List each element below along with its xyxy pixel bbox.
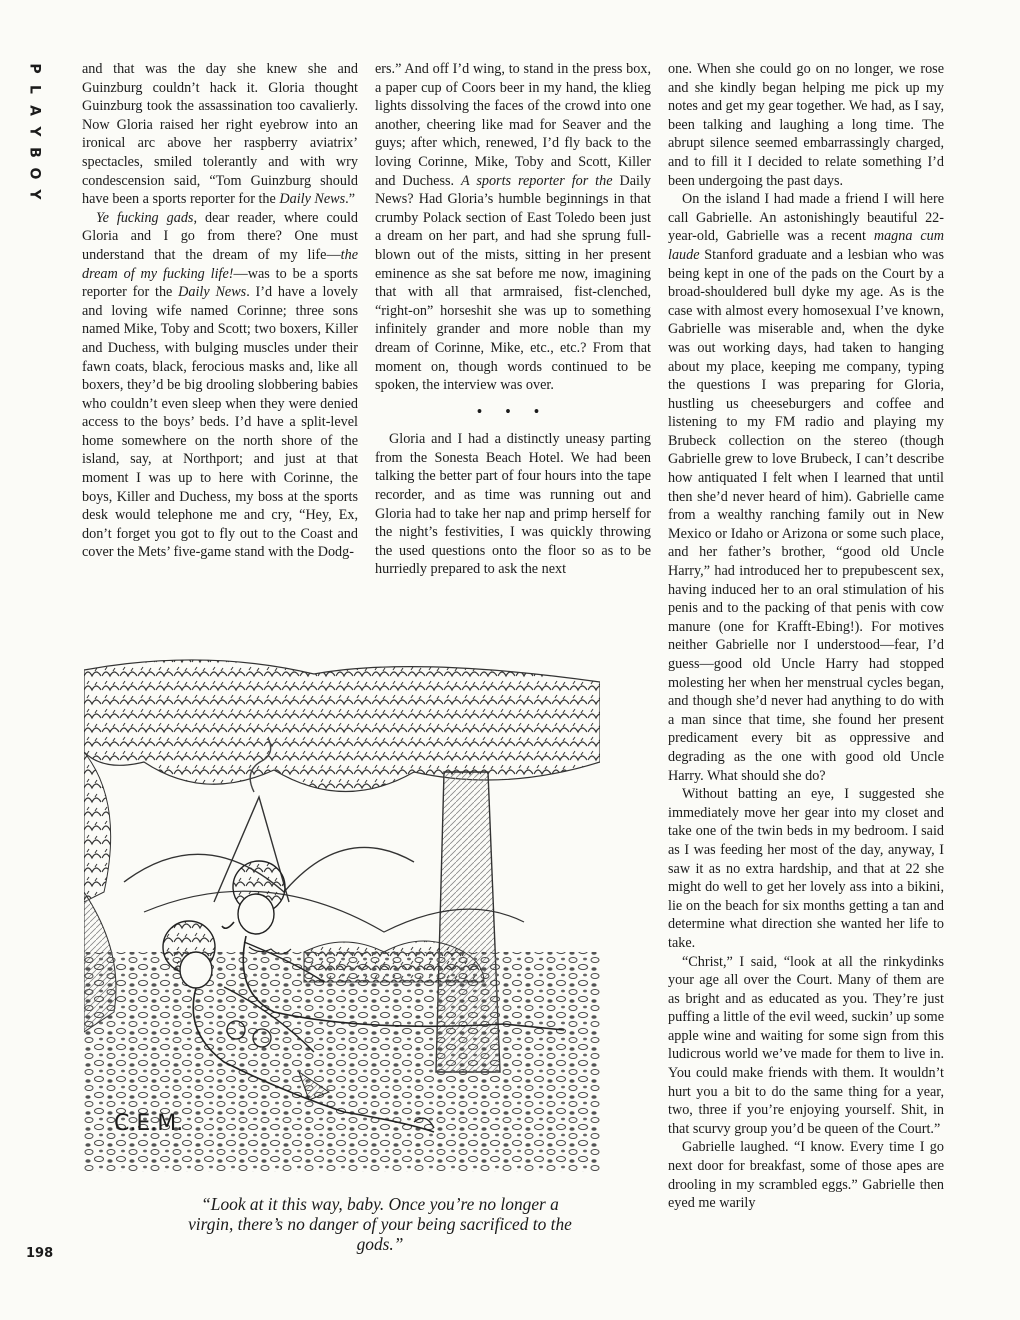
cartoon-illustration — [84, 652, 600, 1172]
page-number: 198 — [26, 1246, 54, 1261]
masthead-letter: Y — [26, 189, 43, 200]
cartoon-signature: C.E.M. — [114, 1111, 184, 1136]
magazine-masthead — [22, 58, 46, 205]
cartoon-caption: “Look at it this way, baby. Once you’re no longer a virgin, there’s no danger of your being sacrificed to the gods.” — [188, 1194, 572, 1254]
body-paragraph: Gloria and I had a distinctly uneasy parting from the Sonesta Beach Hotel. We had been talking the better part of four hours into the tape recorder, and as time was running out and Gloria had to take her nap and primp herself for the night’s festivities, I was quickly throwing the used questions onto the floor so as to be hurriedly prepared to ask the next — [375, 431, 651, 578]
text-column-2 — [375, 60, 651, 579]
text-column-3 — [668, 60, 944, 1213]
masthead-letter: Y — [26, 126, 43, 137]
masthead-letter: P — [26, 63, 43, 74]
body-paragraph: Gabrielle laughed. “I know. Every time I go next door for breakfast, some of those apes are drooling in my scrambled eggs.” Gabrielle then eyed me warily — [668, 1139, 944, 1212]
masthead-letter: B — [26, 147, 43, 158]
masthead-letter: A — [26, 105, 43, 116]
body-paragraph: one. When she could go on no longer, we rose and she kindly began helping me pick up my notes and get my gear together. We had, as I say, been talking and laughing a long time. The abrupt silence seemed embarrassingly charged, and to fill it I decided to relate something I’d been undergoing the past days. — [668, 61, 944, 189]
body-paragraph: “Christ,” I said, “look at all the rinkydinks your age all over the Court. Many of them are as bright and as educated as you. They’re just puffing a little of the evil weed, suckin’ up some apple wine and waiting for some sign from this ludicrous world we’ve made for them to live in. You could make friends with them. It wouldn’t hurt you a bit to do the same thing for a year, two, three if you’re enjoying yourself. Shit, in that scurvy group you’d be queen of the Court.” — [668, 953, 944, 1137]
body-paragraph: ers.” And off I’d wing, to stand in the press box, a paper cup of Coors beer in my hand, the klieg lights dissolving the faces of the crowd into one another, cheering like mad for Seaver and the guys; after which, renewed, I’d fly back to the loving Corinne, Mike, Toby and Scott, Killer and Duchess. A sports reporter for the Daily News? Had Gloria’s humble beginnings in that crumby Polack section of East Toledo been just a dream on her part, and had she sprung full-blown out of the mists, sitting in her present eminence as she sat before me now, imagining that with all that armraised, fist-clenched, “right-on” horseshit she was up to something infinitely grander and more noble than my dream of Corinne, Mike, etc., etc.? From that moment on, though words continued to be spoken, the interview was over. — [375, 61, 651, 394]
body-paragraph: and that was the day she knew she and Guinzburg couldn’t hack it. Gloria thought Guinzburg took the assassination too cavalierly. Now Gloria raised her right eyebrow into an ironical arc above her raspberry aviatrix’ spectacles, smiled tolerantly and with wry condescension said, “Tom Guinzburg should have been a sports reporter for the Daily News.” — [82, 61, 358, 208]
masthead-letter: L — [26, 85, 43, 94]
text-column-1 — [82, 60, 358, 562]
body-paragraph: Without batting an eye, I suggested she immediately move her gear into my closet and take one of the twin beds in my bedroom. I said as I was feeding her most of the day, anyway, I saw it as no extra hardship, and that at 22 she might do well to get her lovely ass into a bikini, lie on the beach for six months getting a tan and determine what direction she wanted her life to take. — [668, 786, 944, 951]
section-separator: • • • — [477, 403, 549, 420]
body-paragraph: Ye fucking gads, dear reader, where could Gloria and I go from there? One must understand that the dream of my life—the dream of my fucking life!—was to be a sports reporter for the Daily News. I’d have a lovely and loving wife named Corinne; three sons named Mike, Toby and Scott; two boxers, Killer and Duchess, with bulging muscles under their fawn coats, black, ferocious masks and, like all boxers, they’d be big drooling slobbering babies who couldn’t even sleep when they were denied access to the boys’ beds. I’d have a split-level home somewhere on the north shore of the island, say, at Northport; and just at that moment I was up to here with Corinne, the boys, Killer and Duchess, my boss at the sports desk would telephone me and cry, “Hey, Ex, don’t forget you got to fly out to the Coast and cover the Mets’ five-game stand with the Dodg- — [82, 209, 358, 561]
body-paragraph: On the island I had made a friend I will here call Gabrielle. An astonishingly beautiful 22-year-old, Gabrielle was a recent magna cum laude Stanford graduate and a lesbian who was being kept in one of the pads on the Court by a broad-shouldered bull dyke my age. As is the case with almost every homosexual I’ve known, Gabrielle was miserable and, when the dyke was out working days, had taken to hanging about my place, keeping me company, typing the questions I was preparing for Gloria, hustling us cheeseburgers and coffee and listening to my FM radio and playing my Brubeck collection on the stereo (though Gabrielle grew to love Brubeck, I can’t describe how antiquated I felt when I learned that until then she’d never heard of him). Gabrielle came from a wealthy ranching family out in New Mexico or Idaho or Arizona or some such place, and her father’s brother, “good old Uncle Harry,” had introduced her to prepubescent sex, having induced her to an oral stimulation of his penis and to the packing of that penis with cow manure (one for Krafft-Ebing!). For motives neither Gabrielle nor I understood—fear, I’d guess—good old Uncle Harry had stopped molesting her when her menstrual cycles began, and though she’d never had anything to do with a man since that time, she found her present predicament every bit as oppressive and degrading as the one with good old Uncle Harry. What should she do? — [668, 191, 944, 784]
masthead-letter: O — [26, 167, 43, 180]
